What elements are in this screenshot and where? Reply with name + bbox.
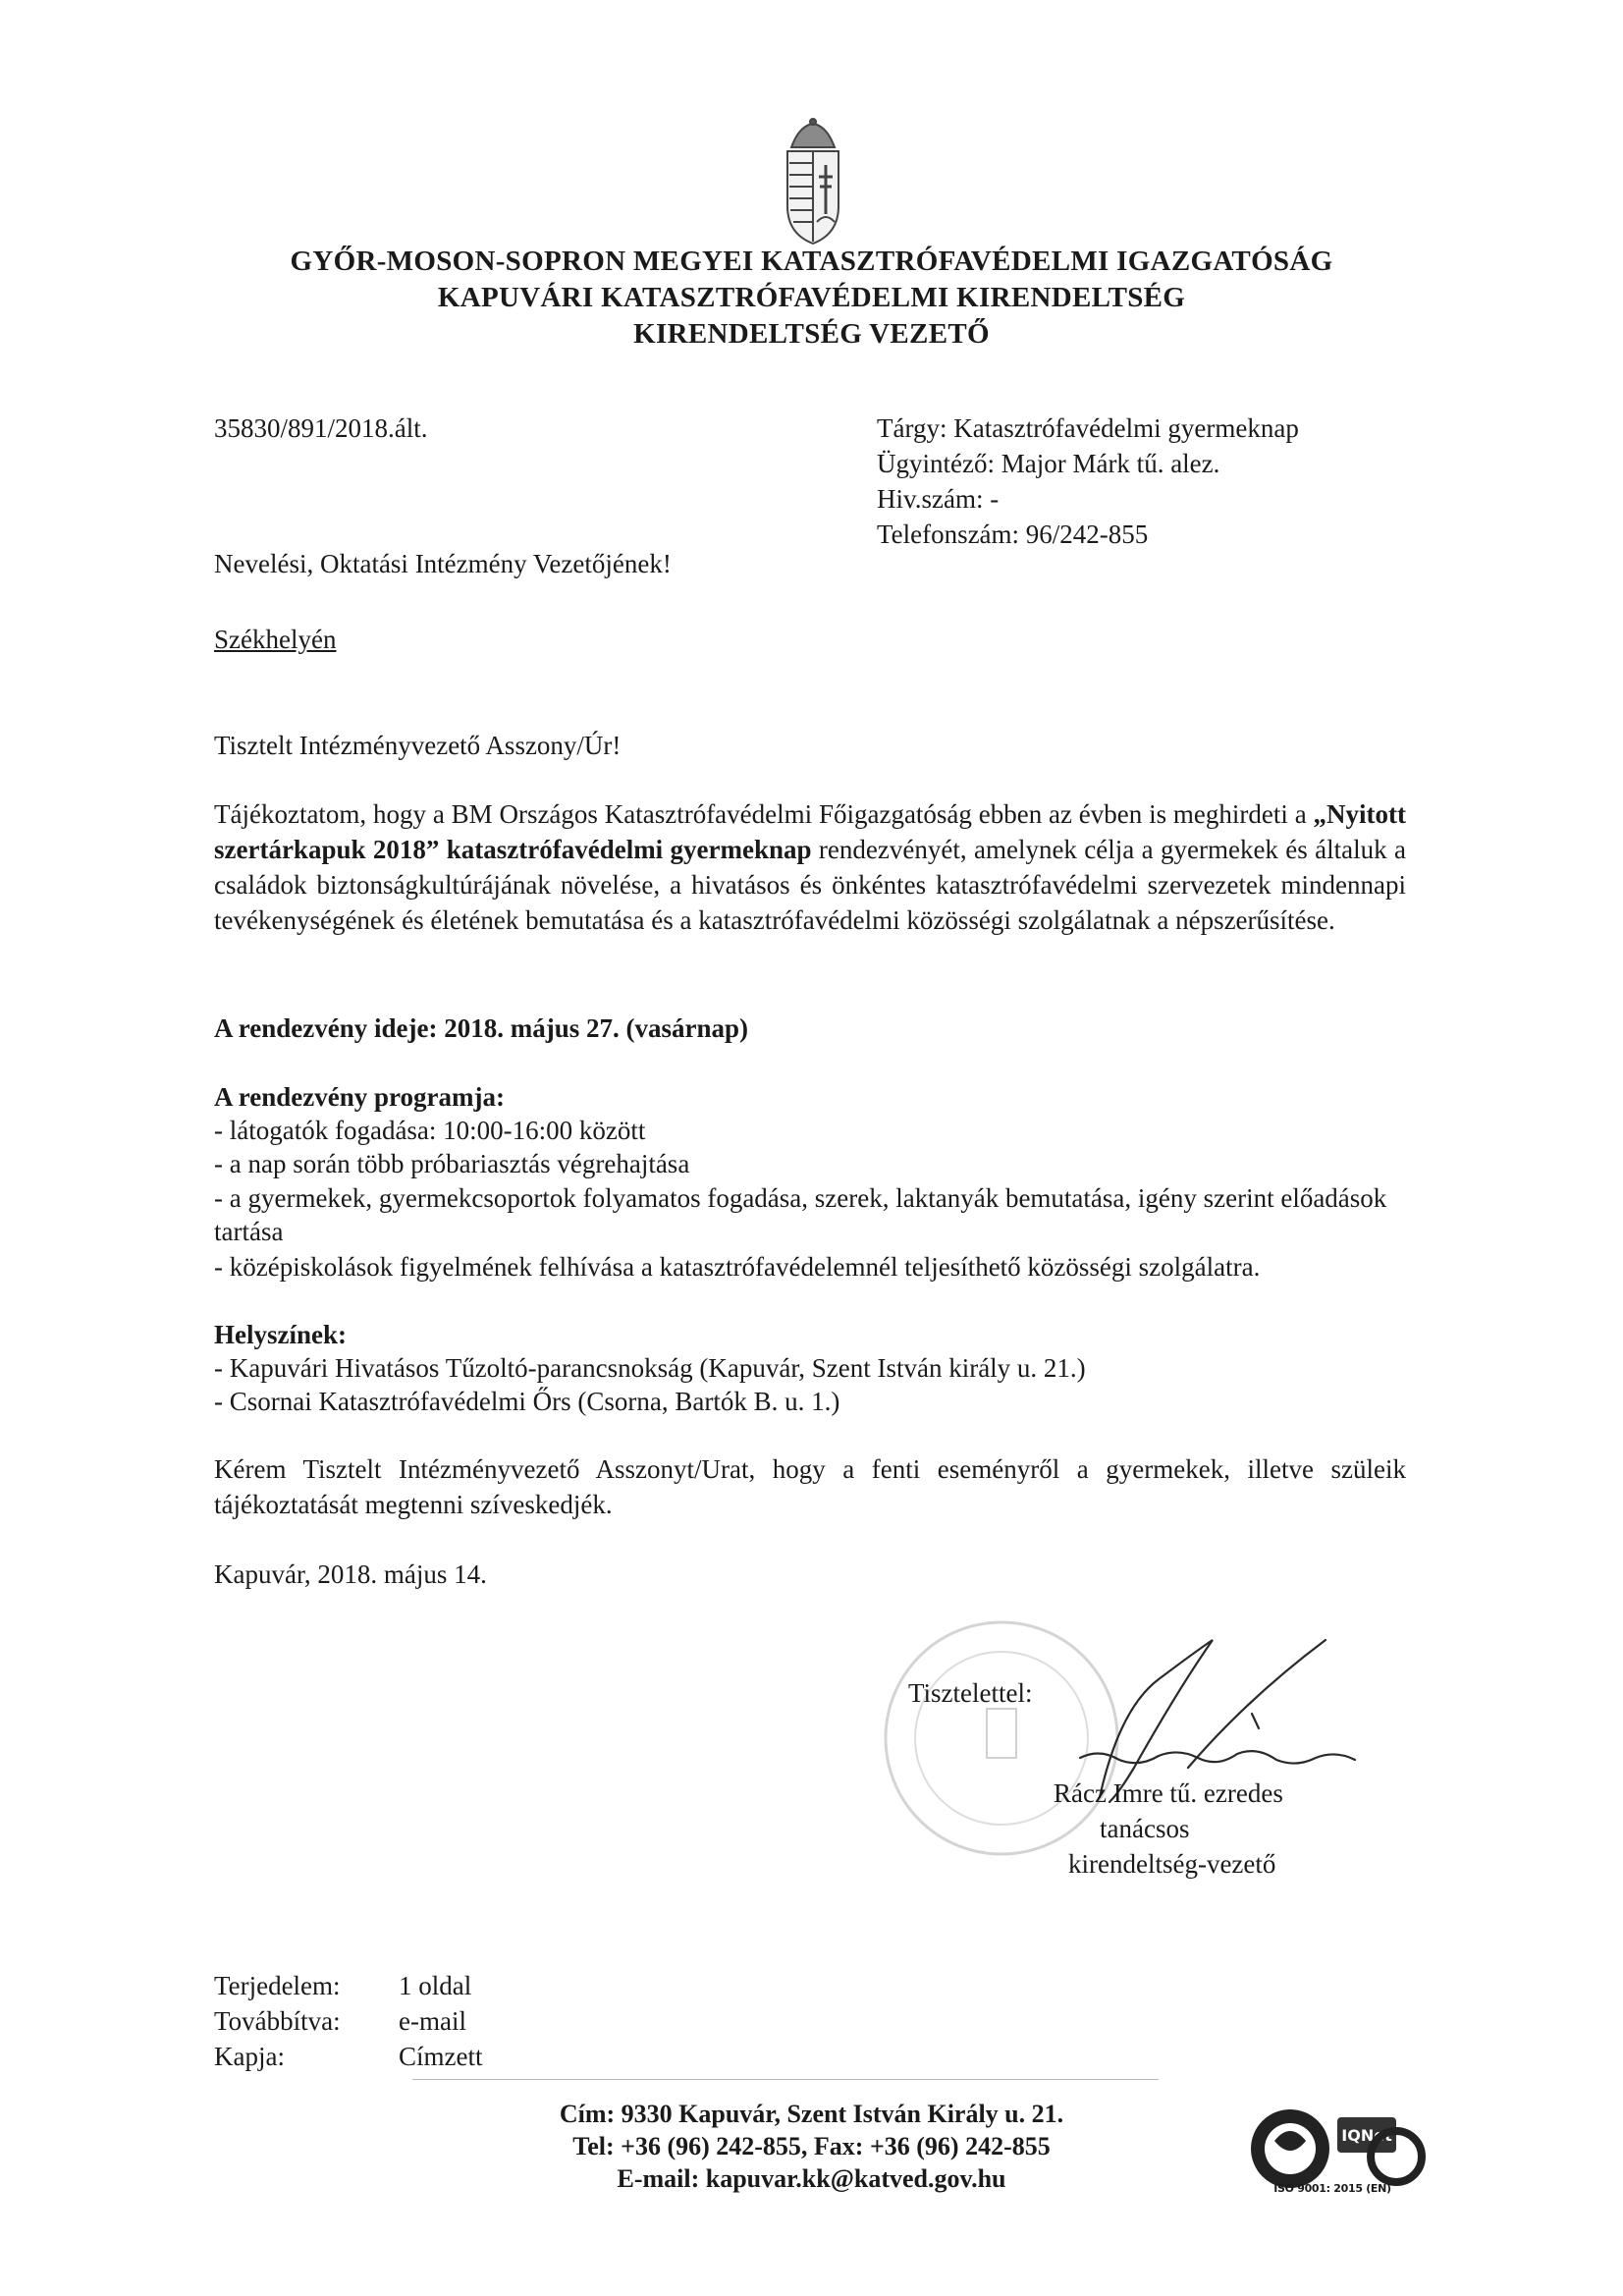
header-role: KIRENDELTSÉG VEZETŐ [633, 318, 990, 350]
header-office: KAPUVÁRI KATASZTRÓFAVÉDELMI KIRENDELTSÉG [437, 282, 1186, 313]
footer-email: E-mail: kapuvar.kk@katved.gov.hu [617, 2164, 1006, 2193]
signatory-role: kirendeltség-vezető [1068, 1849, 1276, 1879]
header-organization: GYŐR-MOSON-SOPRON MEGYEI KATASZTRÓFAVÉDELMI IGAZGATÓSÁG [290, 246, 1333, 277]
program-item: - középiskolások figyelmének felhívása a katasztrófavédelemnél teljesíthető közösségi szolgálatra. [214, 1252, 1261, 1282]
phone-line: Telefonszám: 96/242-855 [877, 519, 1149, 549]
venue-item: - Csornai Katasztrófavédelmi Őrs (Csorna, Bartók B. u. 1.) [214, 1387, 840, 1416]
iqnet-badge-text: IQNet [1341, 2126, 1392, 2145]
intro-text-1: Tájékoztatom, hogy a BM Országos Katasztrófavédelmi Főigazgatóság ebben az évben is meghirdeti a [214, 799, 1314, 829]
venue-item: - Kapuvári Hivatásos Tűzoltó-parancsnokság (Kapuvár, Szent István király u. 21.) [214, 1353, 1086, 1383]
program-item: - a gyermekek, gyermekcsoportok folyamatos fogadása, szerek, laktanyák bemutatása, igény szerint előadások tartása [214, 1183, 1387, 1246]
event-name: „Nyitott szertárkapuk 2018” katasztrófavédelmi gyermeknap [214, 799, 1406, 864]
request-paragraph: Kérem Tisztelt Intézményvezető Asszonyt/Urat, hogy a fenti eseményről a gyermekek, illetve szüleik tájékoztatását megtenni szíveskedjék. [214, 1454, 1406, 1519]
distribution-label: Továbbítva: [214, 2006, 341, 2036]
signatory-rank: tanácsos [1100, 1814, 1190, 1843]
ref-number-line: Hiv.szám: - [877, 484, 1000, 514]
signatory-name: Rácz Imre tű. ezredes [1054, 1778, 1283, 1808]
program-item: - a nap során több próbariasztás végrehajtása [214, 1149, 690, 1178]
footer-divider [412, 2079, 1159, 2080]
place-date: Kapuvár, 2018. május 14. [214, 1559, 487, 1589]
footer-phones: Tel: +36 (96) 242-855, Fax: +36 (96) 242-855 [572, 2132, 1051, 2160]
recipient-name: Nevelési, Oktatási Intézmény Vezetőjének! [214, 549, 672, 578]
handler-line: Ügyintéző: Major Márk tű. alez. [877, 449, 1220, 478]
program-item: - látogatók fogadása: 10:00-16:00 között [214, 1116, 646, 1145]
distribution-value: Címzett [399, 2042, 483, 2071]
intro-text-2: rendezvényét, amelynek célja a gyermekek és általuk a családok biztonságkultúrájának növelése, a hivatásos és önkéntes katasztrófavédelmi szervezetek mindennapi tevékenységének és életének bemutatása és a katasztrófavédelmi közösségi szolgálatnak a népszerűsítése. [214, 835, 1406, 935]
reference-number: 35830/891/2018.ált. [214, 413, 428, 443]
venues-title: Helyszínek: [214, 1320, 347, 1349]
intro-paragraph [214, 796, 1406, 938]
footer-address: Cím: 9330 Kapuvár, Szent István Király u. 21. [559, 2100, 1064, 2128]
program-title: A rendezvény programja: [214, 1082, 505, 1112]
distribution-label: Terjedelem: [214, 1971, 341, 2000]
distribution-value: e-mail [399, 2006, 466, 2036]
closing-salutation: Tisztelettel: [908, 1678, 1033, 1708]
subject-line: Tárgy: Katasztrófavédelmi gyermeknap [877, 413, 1299, 443]
coat-of-arms-icon [782, 118, 844, 247]
recipient-location: Székhelyén [214, 625, 337, 654]
distribution-value: 1 oldal [399, 1971, 472, 2000]
greeting: Tisztelt Intézményvezető Asszony/Úr! [214, 731, 622, 760]
event-date: A rendezvény ideje: 2018. május 27. (vasárnap) [214, 1013, 748, 1043]
iso-certification-label: ISO 9001: 2015 (EN) [1273, 2182, 1391, 2195]
distribution-label: Kapja: [214, 2042, 285, 2071]
